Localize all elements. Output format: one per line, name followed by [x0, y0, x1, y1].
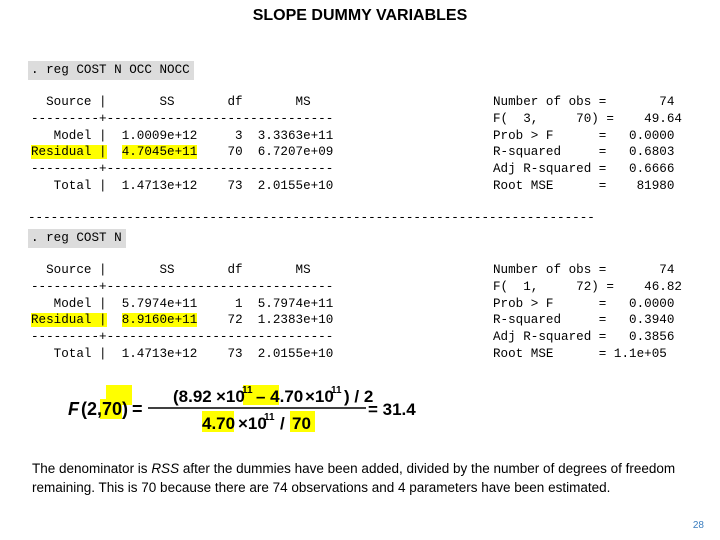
- formula-result: = 31.4: [368, 400, 416, 419]
- formula-equals: =: [132, 399, 143, 419]
- reg1-stat: F( 3, 70) = 49.64: [493, 111, 682, 126]
- formula-f-args: (2,70): [81, 399, 129, 419]
- reg1-residual-ss: 4.7045e+11: [121, 145, 198, 160]
- reg2-residual-ss: 8.9160e+11: [121, 313, 198, 328]
- reg1-model-row: Model | 1.0009e+12 3 3.3363e+11: [31, 128, 334, 143]
- rss-term: RSS: [151, 461, 180, 476]
- reg2-stat: F( 1, 72) = 46.82: [493, 279, 682, 294]
- formula-den-slash: /: [280, 414, 285, 433]
- reg2-residual-label: Residual |: [31, 313, 107, 328]
- reg2-stat: Prob > F = 0.0000: [493, 296, 675, 311]
- reg1-residual-label: Residual |: [31, 145, 107, 160]
- reg2-header: Source | SS df MS: [31, 263, 311, 277]
- reg2-stat: R-squared = 0.3940: [493, 313, 675, 328]
- formula-num-close: ) / 2: [344, 387, 374, 406]
- reg2-rule2: ---------+------------------------------: [31, 330, 334, 345]
- formula-f: F: [68, 399, 79, 419]
- formula-times3: ×10: [238, 414, 267, 433]
- reg1-command: . reg COST N OCC NOCC: [28, 61, 194, 80]
- formula-times1: ×10: [216, 387, 245, 406]
- reg2-total-row: Total | 1.4713e+12 73 2.0155e+10: [31, 346, 334, 361]
- reg2-stat: Root MSE = 1.1e+05: [493, 346, 667, 361]
- reg1-anova-table: [31, 94, 333, 195]
- formula-minus: – 4.70: [256, 387, 304, 406]
- explanation-text: The denominator is RSS after the dummies have been added, divided by the number of degrees of freedom remaining. This is 70 because there are 74 observations and 4 parameters have been estimated.: [32, 461, 676, 495]
- page-number: 28: [692, 520, 704, 531]
- reg1-stat: Root MSE = 81980: [493, 178, 675, 193]
- reg2-stats: [493, 262, 682, 363]
- formula-den-a: 4.70: [202, 414, 236, 433]
- formula-exp3: 11: [264, 412, 275, 423]
- reg1-rule1: ---------+------------------------------: [31, 111, 334, 126]
- reg1-residual-rest: 70 6.7207e+09: [197, 145, 334, 160]
- reg1-rule2: ---------+------------------------------: [31, 162, 334, 177]
- formula-den-b: 70: [292, 414, 311, 433]
- reg2-residual-rest: 72 1.2383e+10: [197, 313, 334, 328]
- reg2-stat: Adj R-squared = 0.3856: [493, 330, 675, 345]
- reg2-model-row: Model | 5.7974e+11 1 5.7974e+11: [31, 296, 334, 311]
- reg2-command: . reg COST N: [28, 229, 126, 248]
- reg1-stats: [493, 94, 682, 195]
- reg1-total-row: Total | 1.4713e+12 73 2.0155e+10: [31, 178, 334, 193]
- reg1-stat: Prob > F = 0.0000: [493, 128, 675, 143]
- reg1-stat: R-squared = 0.6803: [493, 145, 675, 160]
- formula-times2: ×10: [305, 387, 334, 406]
- reg1-stat: Number of obs = 74: [493, 95, 675, 109]
- reg2-anova-table: [31, 262, 333, 363]
- formula-exp2: 11: [331, 385, 342, 396]
- reg1-header: Source | SS df MS: [31, 95, 311, 109]
- f-statistic-formula: [68, 384, 448, 434]
- reg2-rule1: ---------+------------------------------: [31, 279, 334, 294]
- slide-title: SLOPE DUMMY VARIABLES: [252, 7, 468, 24]
- reg2-stat: Number of obs = 74: [493, 263, 675, 277]
- output-separator: ---------------------------------------------------------------------------: [28, 211, 595, 225]
- formula-exp1: 11: [242, 385, 253, 396]
- formula-num-open: (8.92: [173, 387, 212, 406]
- reg1-stat: Adj R-squared = 0.6666: [493, 162, 675, 177]
